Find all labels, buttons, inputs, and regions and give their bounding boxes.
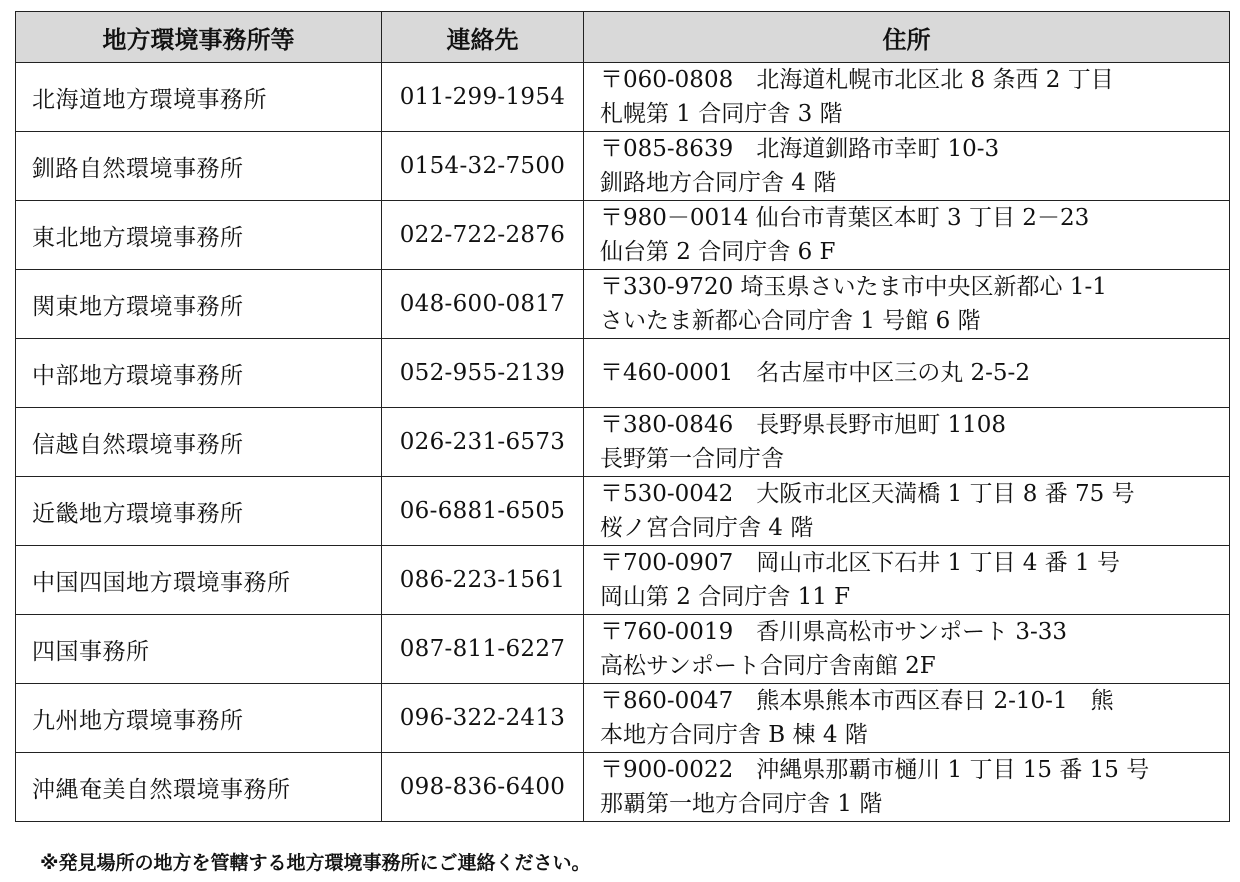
address-line: 高松サンポート合同庁舎南館 2F	[600, 653, 936, 679]
address-line: 釧路地方合同庁舎 4 階	[600, 170, 837, 196]
phone-cell: 098-836-6400	[382, 753, 584, 822]
phone-cell: 022-722-2876	[382, 201, 584, 270]
table-header-row	[16, 12, 1230, 63]
office-contact-table-container	[15, 11, 1229, 822]
table-row	[16, 615, 1230, 684]
phone-cell: 096-322-2413	[382, 684, 584, 753]
address-cell	[584, 753, 1230, 822]
address-line: 〒700-0907 岡山市北区下石井 1 丁目 4 番 1 号	[600, 550, 1120, 576]
office-name-cell: 信越自然環境事務所	[16, 408, 382, 477]
address-line: 〒460-0001 名古屋市中区三の丸 2-5-2	[600, 360, 1030, 386]
address-line: 岡山第 2 合同庁舎 11 F	[600, 584, 851, 610]
office-name-cell: 東北地方環境事務所	[16, 201, 382, 270]
table-row	[16, 132, 1230, 201]
address-cell	[584, 63, 1230, 132]
address-line: 〒980－0014 仙台市青葉区本町 3 丁目 2－23	[600, 205, 1090, 231]
address-line: 〒060-0808 北海道札幌市北区北 8 条西 2 丁目	[600, 67, 1114, 93]
phone-cell: 048-600-0817	[382, 270, 584, 339]
address-line: 本地方合同庁舎 B 棟 4 階	[600, 722, 868, 748]
table-row	[16, 339, 1230, 408]
address-cell	[584, 408, 1230, 477]
header-contact: 連絡先	[382, 12, 584, 63]
address-line: さいたま新都心合同庁舎 1 号館 6 階	[600, 308, 981, 334]
office-name-cell: 釧路自然環境事務所	[16, 132, 382, 201]
address-line: 〒085-8639 北海道釧路市幸町 10-3	[600, 136, 1000, 162]
table-row	[16, 270, 1230, 339]
address-cell	[584, 132, 1230, 201]
office-name-cell: 四国事務所	[16, 615, 382, 684]
header-address: 住所	[584, 12, 1230, 63]
phone-cell: 087-811-6227	[382, 615, 584, 684]
table-row	[16, 753, 1230, 822]
office-name-cell: 九州地方環境事務所	[16, 684, 382, 753]
phone-cell: 011-299-1954	[382, 63, 584, 132]
office-name-cell: 関東地方環境事務所	[16, 270, 382, 339]
table-row	[16, 546, 1230, 615]
table-row	[16, 408, 1230, 477]
address-line: 〒760-0019 香川県高松市サンポート 3-33	[600, 619, 1068, 645]
address-cell	[584, 201, 1230, 270]
address-line: 〒330-9720 埼玉県さいたま市中央区新都心 1-1	[600, 274, 1107, 300]
table-row	[16, 477, 1230, 546]
table-row	[16, 684, 1230, 753]
phone-cell: 086-223-1561	[382, 546, 584, 615]
office-name-cell: 中国四国地方環境事務所	[16, 546, 382, 615]
address-line: 〒530-0042 大阪市北区天満橋 1 丁目 8 番 75 号	[600, 481, 1135, 507]
phone-cell: 06-6881-6505	[382, 477, 584, 546]
office-contact-table	[15, 11, 1230, 822]
table-row	[16, 63, 1230, 132]
address-cell	[584, 477, 1230, 546]
table-row	[16, 201, 1230, 270]
address-line: 〒900-0022 沖縄県那覇市樋川 1 丁目 15 番 15 号	[600, 757, 1150, 783]
office-name-cell: 近畿地方環境事務所	[16, 477, 382, 546]
address-cell	[584, 339, 1230, 408]
footnote: ※発見場所の地方を管轄する地方環境事務所にご連絡ください。	[40, 852, 591, 874]
address-cell	[584, 684, 1230, 753]
phone-cell: 052-955-2139	[382, 339, 584, 408]
address-line: 長野第一合同庁舎	[600, 446, 784, 472]
address-line: 札幌第 1 合同庁舎 3 階	[600, 101, 843, 127]
office-name-cell: 北海道地方環境事務所	[16, 63, 382, 132]
address-line: 〒860-0047 熊本県熊本市西区春日 2-10-1 熊	[600, 688, 1114, 714]
phone-cell: 026-231-6573	[382, 408, 584, 477]
address-cell	[584, 270, 1230, 339]
address-line: 〒380-0846 長野県長野市旭町 1108	[600, 412, 1007, 438]
table-body	[16, 63, 1230, 822]
office-name-cell: 沖縄奄美自然環境事務所	[16, 753, 382, 822]
phone-cell: 0154-32-7500	[382, 132, 584, 201]
address-cell	[584, 615, 1230, 684]
office-name-cell: 中部地方環境事務所	[16, 339, 382, 408]
address-line: 那覇第一地方合同庁舎 1 階	[600, 791, 883, 817]
header-office-name: 地方環境事務所等	[16, 12, 382, 63]
address-line: 桜ノ宮合同庁舎 4 階	[600, 515, 814, 541]
address-line: 仙台第 2 合同庁舎 6 F	[600, 239, 836, 265]
address-cell	[584, 546, 1230, 615]
